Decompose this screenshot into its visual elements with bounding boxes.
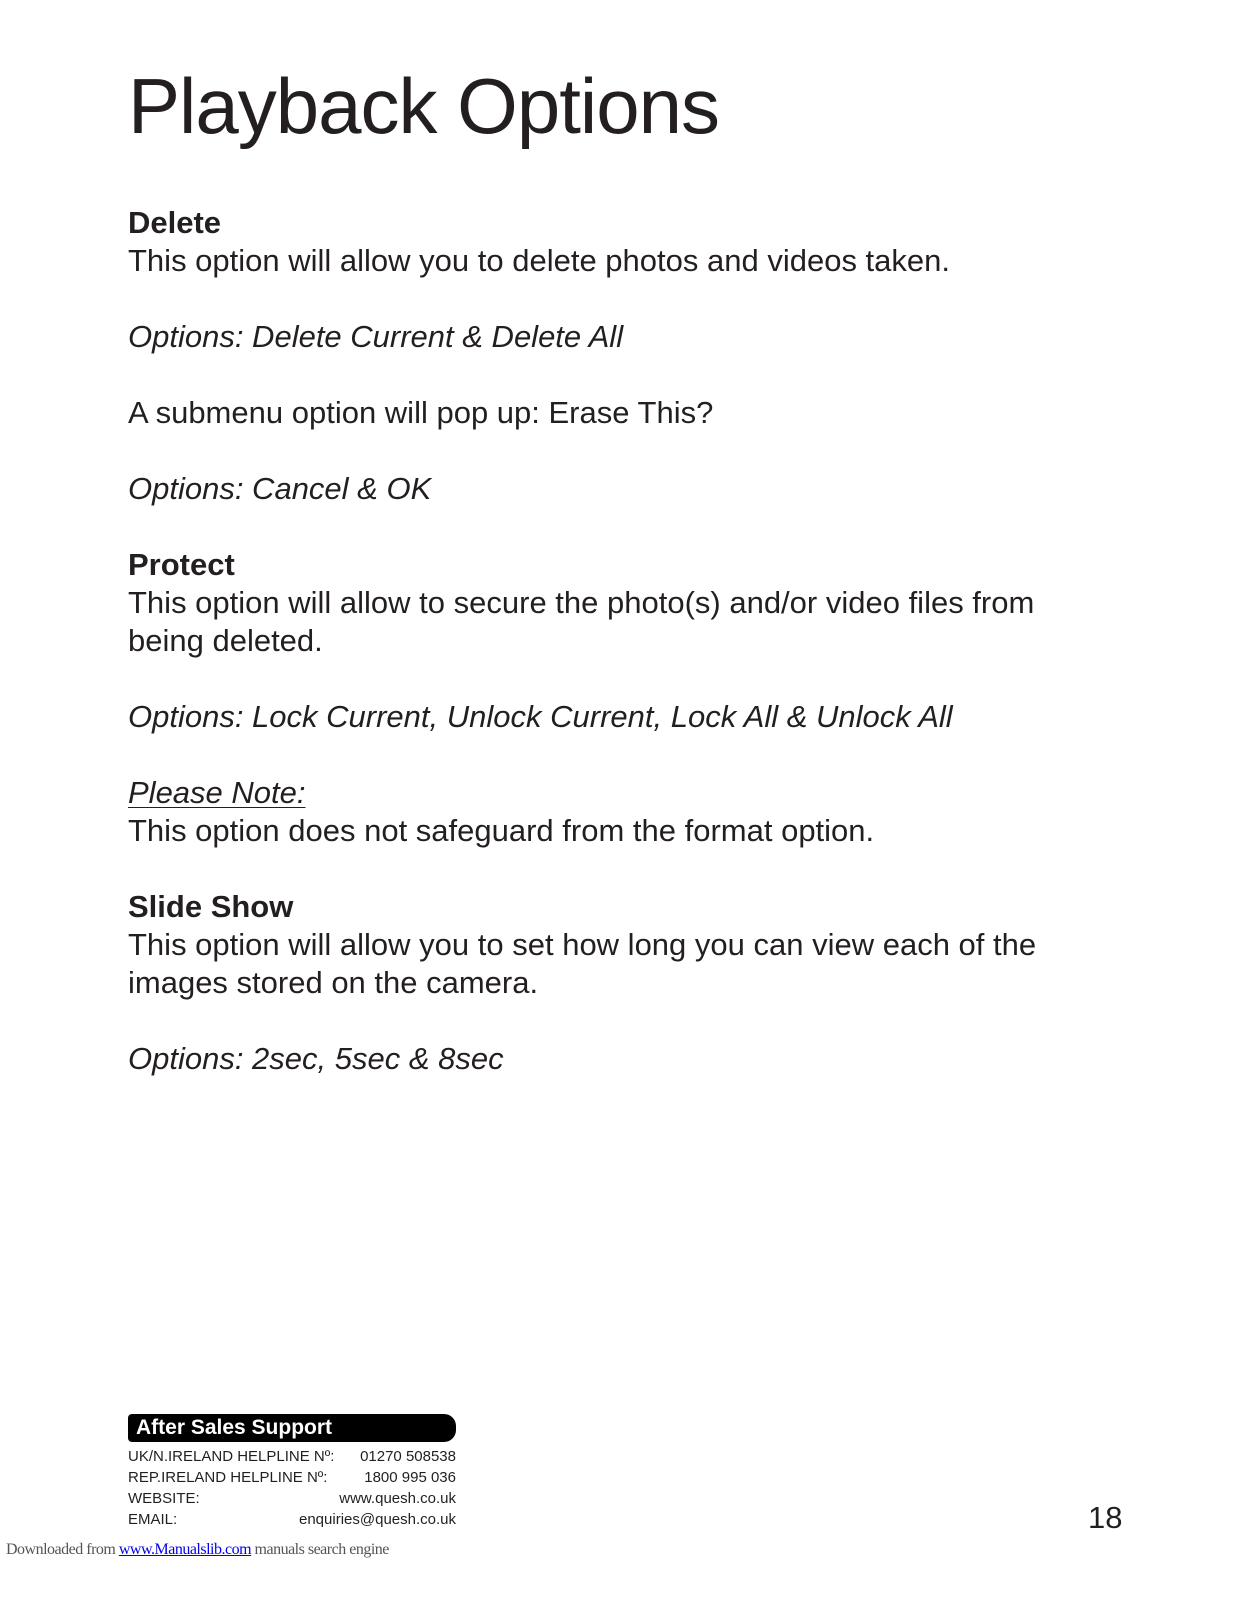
support-row-email — [128, 1509, 456, 1530]
support-row-website — [128, 1488, 456, 1509]
delete-submenu-text: A submenu option will pop up: Erase This? — [128, 395, 714, 430]
support-label: WEBSITE: — [128, 1490, 200, 1507]
slideshow-description-line2: images stored on the camera. — [128, 965, 539, 1000]
after-sales-support-title: After Sales Support — [128, 1414, 456, 1442]
protect-description-line2: being deleted. — [128, 623, 323, 658]
slideshow-heading: Slide Show — [128, 889, 294, 924]
support-contact-list — [128, 1446, 456, 1530]
slideshow-description-line1: This option will allow you to set how long you can view each of the — [128, 927, 1037, 962]
support-value: www.quesh.co.uk — [339, 1490, 456, 1507]
protect-heading: Protect — [128, 547, 235, 582]
after-sales-support-box — [128, 1414, 456, 1530]
slideshow-options: Options: 2sec, 5sec & 8sec — [128, 1041, 504, 1076]
protect-description-line1: This option will allow to secure the photo(s) and/or video files from — [128, 585, 1035, 620]
protect-note-text: This option does not safeguard from the format option. — [128, 813, 875, 848]
support-label: REP.IRELAND HELPLINE Nº: — [128, 1469, 328, 1486]
support-value: enquiries@quesh.co.uk — [299, 1511, 456, 1528]
content-body — [128, 204, 1108, 1078]
support-value: 1800 995 036 — [364, 1469, 456, 1486]
support-row-ireland-helpline — [128, 1467, 456, 1488]
protect-options: Options: Lock Current, Unlock Current, Lock All & Unlock All — [128, 699, 953, 734]
delete-submenu-options: Options: Cancel & OK — [128, 471, 432, 506]
page-number: 18 — [1088, 1500, 1123, 1535]
manualslib-link[interactable]: www.Manualslib.com — [118, 1541, 252, 1558]
support-row-uk-helpline — [128, 1446, 456, 1467]
delete-description: This option will allow you to delete photos and videos taken. — [128, 243, 950, 278]
download-footer — [6, 1541, 389, 1559]
footer-suffix: manuals search engine — [254, 1541, 389, 1558]
page-title: Playback Options — [128, 62, 719, 150]
support-value: 01270 508538 — [360, 1448, 456, 1465]
please-note-label: Please Note: — [128, 775, 306, 810]
delete-heading: Delete — [128, 205, 222, 240]
support-label: EMAIL: — [128, 1511, 178, 1528]
footer-prefix: Downloaded from — [6, 1541, 116, 1558]
delete-options: Options: Delete Current & Delete All — [128, 319, 624, 354]
support-label: UK/N.IRELAND HELPLINE Nº: — [128, 1448, 335, 1465]
